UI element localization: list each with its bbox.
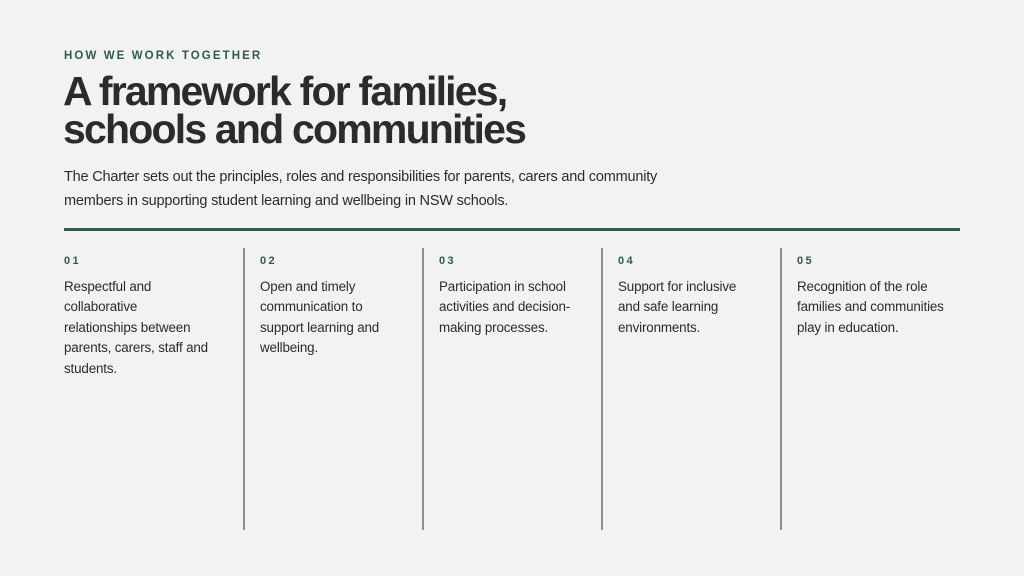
principle-text-line: environments.: [618, 319, 701, 335]
principle-number: 05: [797, 255, 815, 267]
column-divider: [243, 248, 245, 530]
page-title-line-1: A framework for families,: [63, 68, 507, 114]
intro-paragraph: [64, 165, 744, 213]
principle-number: 03: [439, 255, 457, 267]
principle-number: 01: [64, 255, 82, 267]
principle-text-line: Participation in school: [439, 279, 566, 294]
principle-column-2: [260, 248, 420, 530]
principle-text-line: support learning and: [260, 319, 380, 335]
page-title: [63, 68, 763, 152]
principle-text-line: making processes.: [439, 319, 549, 335]
eyebrow-label: HOW WE WORK TOGETHER: [64, 50, 263, 62]
principle-text-line: and safe learning: [618, 299, 719, 315]
principle-text-line: Recognition of the role: [797, 279, 928, 294]
principle-number: 02: [260, 255, 278, 267]
principle-text: [439, 277, 570, 338]
principle-text-line: relationships between: [64, 319, 191, 335]
column-divider: [780, 248, 782, 530]
principle-column-5: [797, 248, 967, 530]
principle-text-line: communication to: [260, 299, 363, 315]
principle-text-line: activities and decision-: [439, 299, 571, 315]
principle-text: [260, 277, 379, 359]
principle-text-line: parents, carers, staff and: [64, 340, 208, 356]
principle-text-line: families and communities: [797, 299, 944, 315]
principle-text-line: Support for inclusive: [618, 279, 737, 294]
principle-text: [618, 277, 736, 338]
principle-text-line: play in education.: [797, 319, 899, 335]
principle-text: [797, 277, 944, 338]
principle-text-line: wellbeing.: [260, 340, 319, 356]
principle-number: 04: [618, 255, 636, 267]
section-rule: [64, 228, 960, 231]
intro-line-1: The Charter sets out the principles, roles and responsibilities for parents, carers and community: [64, 169, 658, 185]
column-divider: [601, 248, 603, 530]
principle-text: [64, 277, 208, 379]
principle-column-3: [439, 248, 599, 530]
column-divider: [422, 248, 424, 530]
principle-text-line: students.: [64, 360, 117, 376]
principle-text-line: collaborative: [64, 299, 138, 315]
principle-text-line: Respectful and: [64, 279, 152, 294]
principle-column-4: [618, 248, 778, 530]
page-title-line-2: schools and communities: [63, 106, 526, 152]
principle-column-1: [64, 248, 239, 530]
principle-text-line: Open and timely: [260, 279, 356, 294]
intro-line-2: members in supporting student learning and wellbeing in NSW schools.: [64, 193, 509, 209]
